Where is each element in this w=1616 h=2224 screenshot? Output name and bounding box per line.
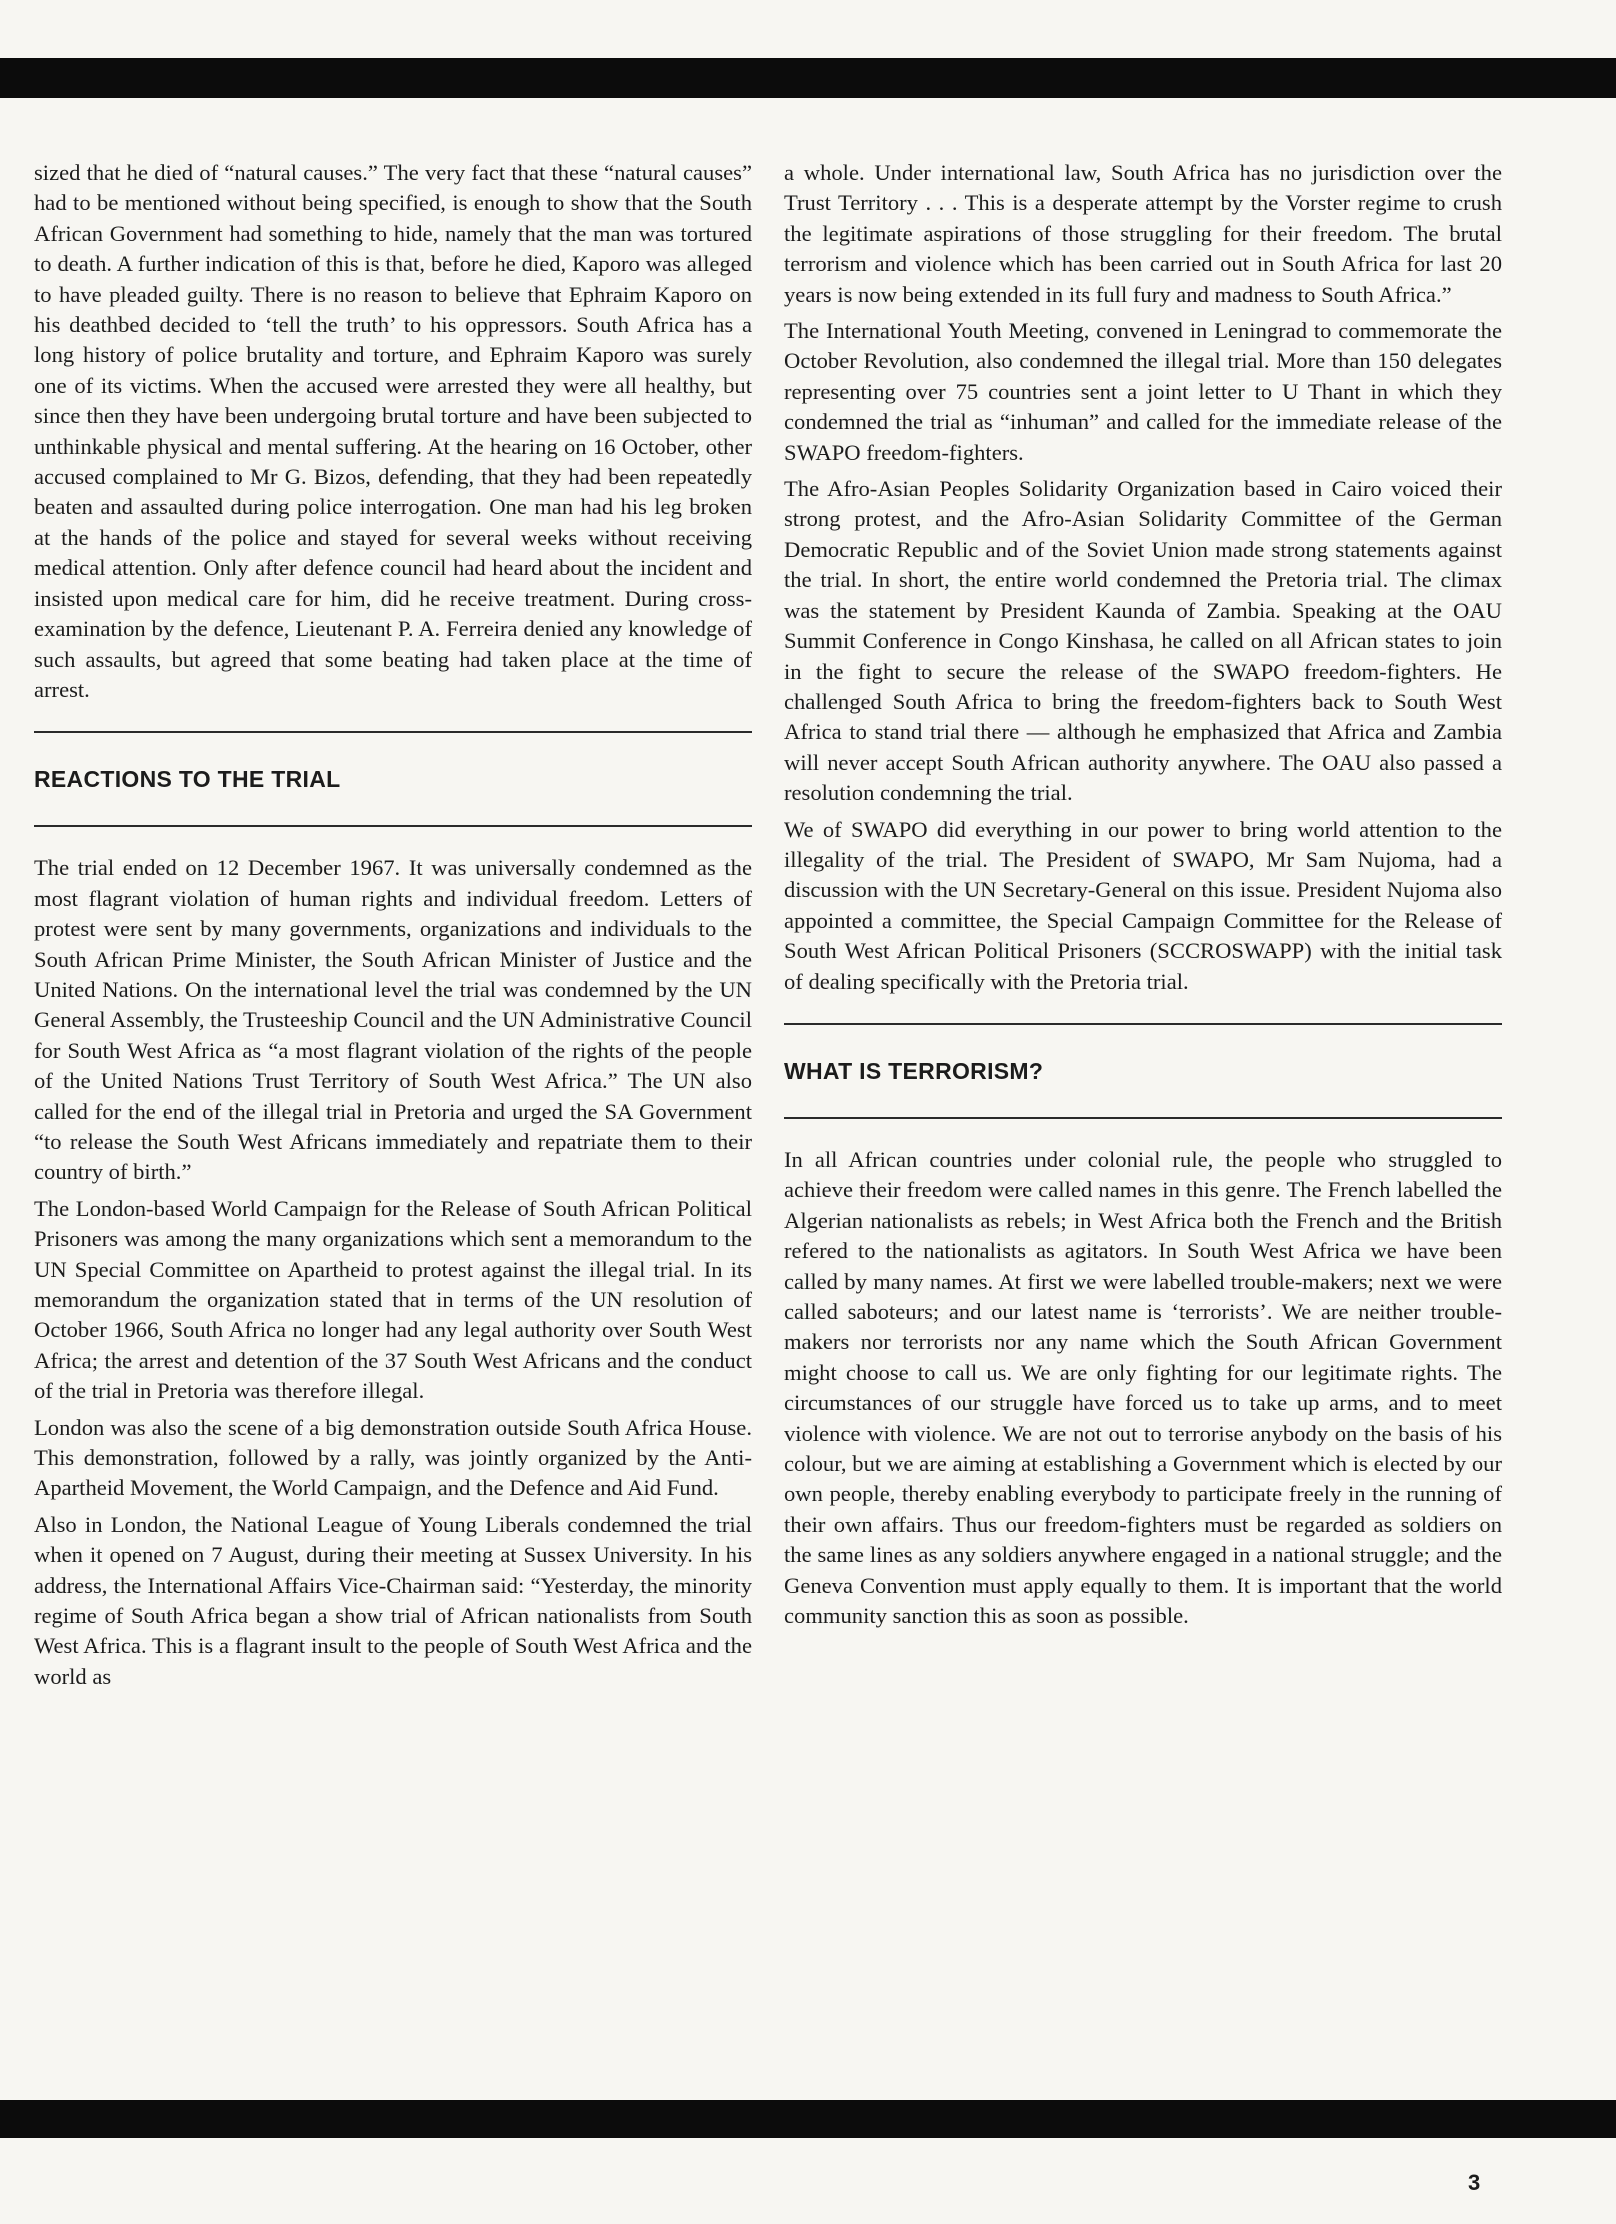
section-heading-terrorism: WHAT IS TERRORISM?: [784, 1057, 1044, 1084]
section-rule-bottom: [34, 825, 752, 827]
section-reactions: [34, 731, 752, 827]
bottom-black-band: [0, 2100, 1616, 2138]
left-paragraph-1: sized that he died of “natural causes.” The very fact that these “natural causes” had to be mentioned without being specified, is enough to show that the South African Government had something to hide, namely that the man was tortured to death. A further indication of this is that, before he died, Kaporo was alleged to have pleaded guilty. There is no reason to believe that Ephraim Kaporo on his deathbed decided to ‘tell the truth’ to his oppressors. South Africa has a long history of police brutality and torture, and Ephraim Kaporo was surely one of its victims. When the accused were arrested they were all healthy, but since then they have been undergoing brutal torture and have been subjected to unthinkable physical and mental suffering. At the hearing on 16 October, other accused complained to Mr G. Bizos, defending, that they had been repeatedly beaten and assaulted during police interrogation. One man had his leg broken at the hands of the police and stayed for several weeks without receiving medical attention. Only after defence council had heard about the incident and insisted upon medical care for him, did he receive treatment. During cross-examination by the defence, Lieutenant P. A. Ferreira denied any knowledge of such assaults, but agreed that some beating had taken place at the time of arrest.: [34, 160, 752, 702]
section-rule-top: [34, 731, 752, 733]
left-column: [34, 158, 752, 1698]
left-paragraph-5: Also in London, the National League of Young Liberals condemned the trial when it opened on 7 August, during their meeting at Sussex University. In his address, the International Affairs Vice-Chairman said: “Yesterday, the minority regime of South Africa began a show trial of African nationalists from South West Africa. This is a flagrant insult to the people of South West Africa and the world as: [34, 1511, 752, 1689]
right-paragraph-5: In all African countries under colonial rule, the people who struggled to achieve their freedom were called names in this genre. The French labelled the Algerian nationalists as rebels; in West Africa both the French and the British refered to the nationalists as agitators. In South West Africa we have been called by many names. At first we were labelled trouble-makers; next we were called saboteurs; and our latest name is ‘terrorists’. We are neither trouble-makers nor terrorists nor any name which the South African Government might choose to call us. We are only fighting for our legitimate rights. The circumstances of our struggle have forced us to take up arms, and to meet violence with violence. We are not out to terrorise anybody on the basis of his colour, but we are aiming at establishing a Government which is elected by our own people, thereby enabling everybody to participate freely in the running of their own affairs. Thus our freedom-fighters must be regarded as soldiers on the same lines as any soldiers anywhere engaged in a national struggle; and the Geneva Convention must apply equally to them. It is important that the world community sanction this as soon as possible.: [784, 1146, 1502, 1629]
right-paragraph-4: We of SWAPO did everything in our power to bring world attention to the illegality of the trial. The President of SWAPO, Mr Sam Nujoma, had a discussion with the UN Secretary-General on this issue. President Nujoma also appointed a committee, the Special Campaign Committee for the Release of South West African Political Prisoners (SCCROSWAPP) with the initial task of dealing specifically with the Pretoria trial.: [784, 816, 1502, 994]
section-rule-top: [784, 1023, 1502, 1025]
top-black-band: [0, 58, 1616, 98]
right-paragraph-1: a whole. Under international law, South Africa has no jurisdiction over the Trust Territory . . . This is a desperate attempt by the Vorster regime to crush the legitimate aspirations of those struggling for their freedom. The brutal terrorism and violence which has been carried out in South Africa for last 20 years is now being extended in its full fury and madness to South Africa.”: [784, 160, 1502, 307]
page-number: 3: [1468, 2170, 1481, 2195]
left-paragraph-4: London was also the scene of a big demonstration outside South Africa House. This demonstration, followed by a rally, was jointly organized by the Anti-Apartheid Movement, the World Campaign, and the Defence and Aid Fund.: [34, 1414, 752, 1501]
right-column: [784, 158, 1502, 1637]
right-paragraph-2: The International Youth Meeting, convened in Leningrad to commemorate the October Revolution, also condemned the illegal trial. More than 150 delegates representing over 75 countries sent a joint letter to U Thant in which they condemned the trial as “inhuman” and called for the immediate release of the SWAPO freedom-fighters.: [784, 318, 1502, 465]
section-terrorism: [784, 1023, 1502, 1119]
left-paragraph-2: The trial ended on 12 December 1967. It was universally condemned as the most flagrant violation of human rights and individual freedom. Letters of protest were sent by many governments, organizations and individuals to the South African Prime Minister, the South African Minister of Justice and the United Nations. On the international level the trial was condemned by the UN General Assembly, the Trusteeship Council and the UN Administrative Council for South West Africa as “a most flagrant violation of the rights of the people of the United Nations Trust Territory of South West Africa.” The UN also called for the end of the illegal trial in Pretoria and urged the SA Government “to release the South West Africans immediately and repatriate them to their country of birth.”: [34, 855, 752, 1185]
section-heading-reactions: REACTIONS TO THE TRIAL: [34, 766, 341, 793]
left-paragraph-3: The London-based World Campaign for the Release of South African Political Prisoners was among the many organizations which sent a memorandum to the UN Special Committee on Apartheid to protest against the illegal trial. In its memorandum the organization stated that in terms of the UN resolution of October 1966, South Africa no longer had any legal authority over South West Africa; the arrest and detention of the 37 South West Africans and the conduct of the trial in Pretoria was therefore illegal.: [34, 1195, 752, 1404]
right-paragraph-3: The Afro-Asian Peoples Solidarity Organization based in Cairo voiced their strong protest, and the Afro-Asian Solidarity Committee of the German Democratic Republic and of the Soviet Union made strong statements against the trial. In short, the entire world condemned the Pretoria trial. The climax was the statement by President Kaunda of Zambia. Speaking at the OAU Summit Conference in Congo Kinshasa, he called on all African states to join in the fight to secure the release of the SWAPO freedom-fighters. He challenged South Africa to bring the freedom-fighters back to South West Africa to stand trial there — although he emphasized that Africa and Zambia will never accept South African authority anywhere. The OAU also passed a resolution condemning the trial.: [784, 476, 1502, 806]
section-rule-bottom: [784, 1117, 1502, 1119]
